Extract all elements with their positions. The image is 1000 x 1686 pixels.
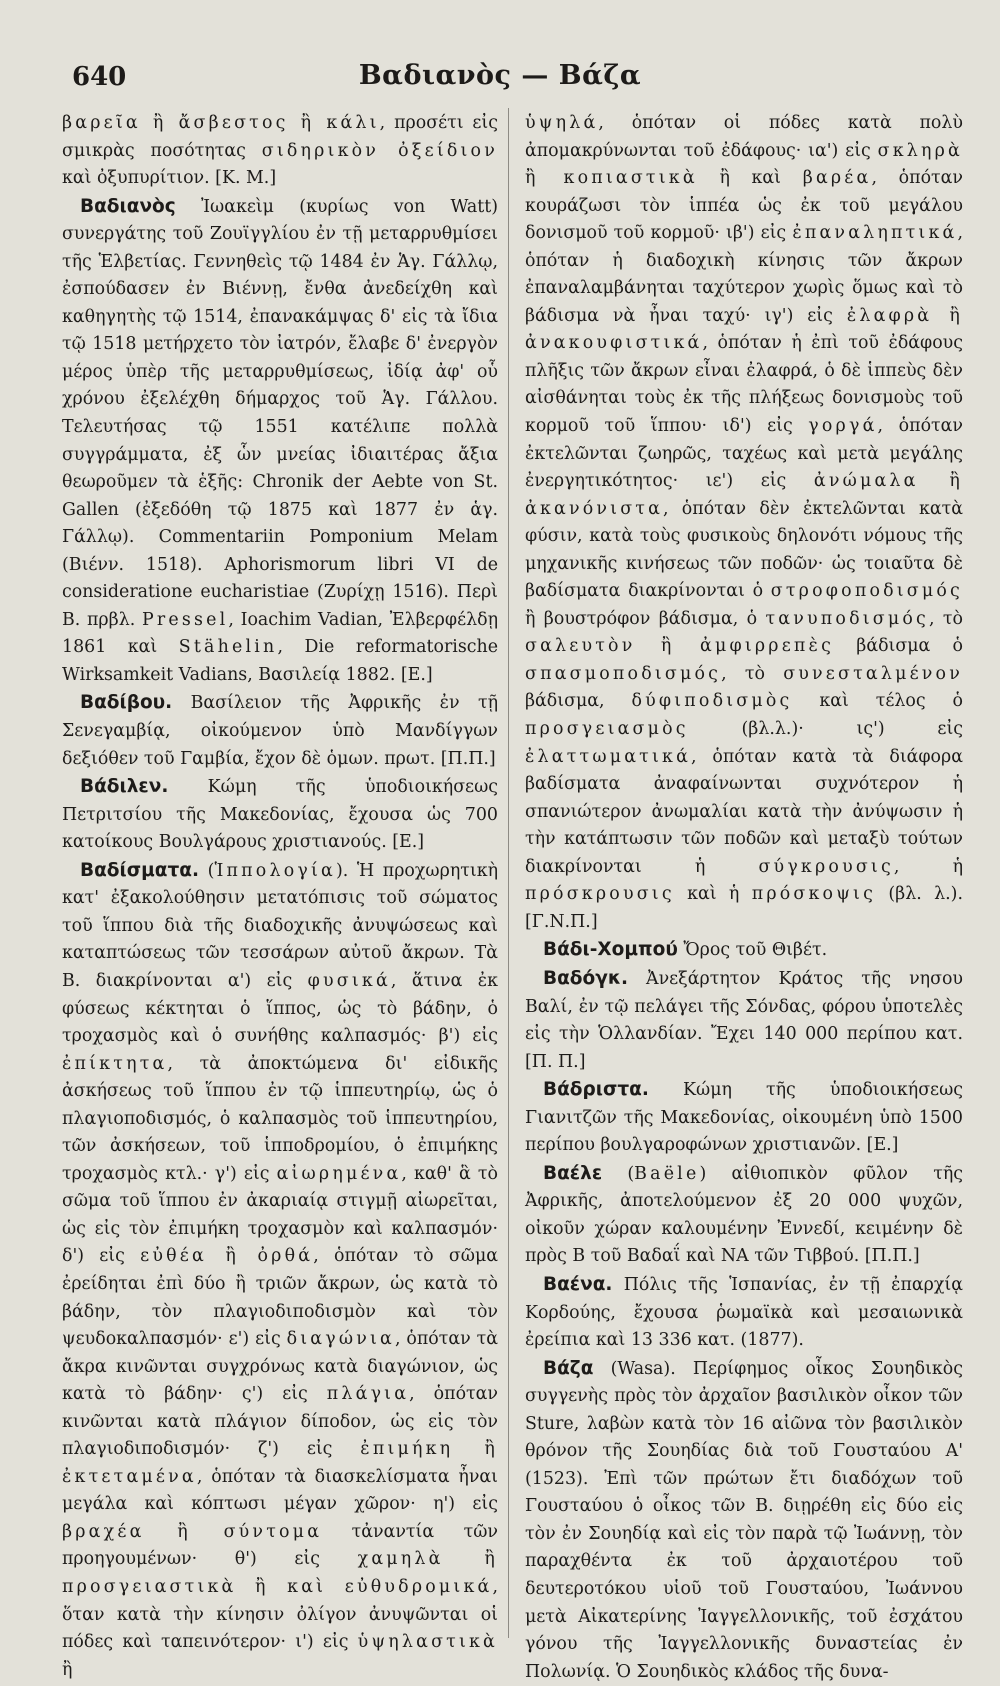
left-column bbox=[62, 110, 498, 1684]
text-run: ). Ἡ προχωρητικὴ κατ' ἐξακολούθησιν μετατόπισις τοῦ σώματος τοῦ ἵππου διὰ τῆς διαδοχικῆς ἀνυψώσεως καὶ καταπτώσεως τῶν τεσσάρων αὐτοῦ ἄκρων. Τὰ Β. διακρίνονται α') εἰς bbox=[62, 860, 498, 991]
text-run: , Die reformatorische Wirksamkeit Vadians, Βασιλείᾳ 1882. [Ε.] bbox=[62, 637, 498, 685]
text-run: , τὸ bbox=[928, 608, 963, 629]
spaced-term: ἀνώμαλα ἢ ἀκανόνιστα bbox=[525, 471, 963, 519]
text-run: , ὁπόταν ἡ διαδοχικὴ κίνησις τῶν ἄκρων ἐπαναλαμβάνηται ταχύτερον χωρὶς ὅμως καὶ τὸ βάδισμα νὰ ἦναι ταχύ· ιγ') εἰς bbox=[525, 223, 963, 326]
spaced-term: σκληρὰ ἢ κοπιαστικὰ bbox=[525, 140, 963, 189]
text-run: (βλ. λ.). [Γ.Ν.Π.] bbox=[525, 884, 963, 932]
text-run: , ὁπόταν κουράζωσι τὸν ἱππέα ὡς ἐκ τοῦ μεγάλου δονισμοῦ τοῦ κορμοῦ· ιβ') εἰς bbox=[525, 168, 963, 244]
text-run: , ὁπόταν δὲν ἐκτελῶνται κατὰ φύσιν, κατὰ τοὺς φυσικοὺς δηλονότι νόμους τῆς μηχανικῆς κινήσεως τῶν ποδῶν· ὡς τοιαῦτα δὲ βαδίσματα διακρίνονται ὁ bbox=[525, 498, 963, 602]
text-run: , ὁπόταν κινῶνται κατὰ πλάγιον δίποδον, ὡς εἰς τὸν πλαγιοδιποδισμόν· ζ') εἰς bbox=[62, 1384, 498, 1460]
text-run: τἀναντία τῶν προηγουμένων· θ') εἰς bbox=[62, 1521, 498, 1570]
running-head: Βαδιανὸς — Βάζα bbox=[358, 60, 642, 91]
spaced-term: βαρέα bbox=[802, 168, 872, 189]
spaced-term: ἐπαναληπτικά bbox=[792, 223, 958, 244]
entry-vaena bbox=[525, 1271, 963, 1355]
text-run: Βασίλειον τῆς Ἀφρικῆς ἐν τῇ Σενεγαμβίᾳ, οἰκούμενον ὑπὸ Μανδίγγων δεξιόθεν τοῦ Γαμβία, ἔχον δὲ ὁμων. πρωτ. [Π.Π.] bbox=[62, 693, 498, 769]
entry-vadianos bbox=[62, 193, 498, 690]
spaced-term: Baële bbox=[634, 1163, 700, 1184]
text-run: (βλ.λ.)· ις') εἰς bbox=[688, 719, 963, 740]
spaced-term: Ἱππολογία bbox=[214, 860, 336, 881]
text-run: ἢ βουστρόφον βάδισμα, ὁ bbox=[525, 608, 766, 629]
text-run: ( bbox=[602, 1163, 635, 1184]
text-run: ) αἰθιοπικὸν φῦλον τῆς Ἀφρικῆς, ἀποτελούμενον ἐξ 20 000 ψυχῶν, οἰκοῦν χώραν καλουμένην Ἐννεδί, κειμένην δὲ πρὸς Β τοῦ Βαδαΐ καὶ ΝΑ τῶν Τιββού. [Π.Π.] bbox=[525, 1163, 963, 1267]
page-number: 640 bbox=[72, 62, 127, 92]
text-run: Ὄρος τοῦ Θιβέτ. bbox=[677, 940, 828, 961]
spaced-term: χαμηλὰ ἢ προσγειαστικὰ ἢ καὶ εὐθυδρομικά bbox=[62, 1549, 498, 1597]
spaced-term: πρόσκρουσις bbox=[525, 884, 675, 905]
spaced-term: Pressel bbox=[141, 609, 229, 630]
text-run: , ὁπόταν ἐκτελῶνται ζωηρῶς, ταχέως καὶ μετὰ μεγάλης ἐνεργητικότητος· ιε') εἰς bbox=[525, 416, 963, 492]
right-column bbox=[525, 110, 963, 1686]
headword: Βαδόγκ. bbox=[543, 967, 629, 989]
text-run: , ὁπόταν ἡ ἐπὶ τοῦ ἐδάφους πλῆξις τῶν ἄκρων εἶναι ἐλαφρά, ὁ δὲ ἱππεὺς δὲν αἰσθάνηται τοὺς ἐκ τῆς πλήξεως δονισμοὺς τοῦ κορμοῦ τοῦ ἵππου· ιδ') εἰς bbox=[525, 333, 963, 437]
spaced-term: φυσικά bbox=[307, 970, 391, 991]
column-divider bbox=[508, 108, 509, 1638]
headword: Βαέλε bbox=[543, 1162, 603, 1184]
entry-vadismata bbox=[62, 857, 498, 1684]
text-run: , ὁπόταν τὰ ἄκρα κινῶνται συγχρόνως κατὰ διαγώνιον, ὡς κατὰ τὸ βάδην· ς') εἰς bbox=[62, 1329, 498, 1405]
text-run: βάδισμα, bbox=[525, 691, 632, 712]
text-run: ἢ καὶ bbox=[697, 168, 803, 189]
entry-vaza bbox=[525, 1355, 963, 1686]
text-run: καὶ τέλος ὁ bbox=[792, 691, 963, 712]
headword: Βάδιλεν. bbox=[80, 776, 169, 798]
headword: Βαένα. bbox=[543, 1273, 613, 1295]
headword: Βαδιανὸς bbox=[80, 195, 176, 217]
spaced-term: σιδηρικὸν ὀξείδιον bbox=[261, 140, 498, 161]
entry-continuation bbox=[62, 110, 498, 193]
text-run: Ἰωακεὶμ (κυρίως von Watt) συνεργάτης τοῦ Ζουϊγγλίου ἐν τῇ μεταρρυθμίσει τῆς Ἑλβετίας. Γεννηθεὶς τῷ 1484 ἐν Ἁγ. Γάλλῳ, ἐσπούδασεν ἐν Βιέννῃ, ἔνθα ἀνεδείχθη καὶ καθηγητὴς τῷ 1514, ἐπανακάμψας δ' εἰς τὰ ἴδια τῷ 1518 μετήρχετο τὸν ἰατρόν, ἔλαβε δ' ἐνεργὸν μέρος ὑπὲρ τῆς μεταρρυθμίσεως, ἰδίᾳ ἀφ' οὗ χρόνου ἐξελέχθη δήμαρχος τοῦ Ἁγ. Γάλλου. Τελευτήσας τῷ 1551 κατέλιπε πολλὰ συγγράμματα, ἐξ ὧν μνείας ἰδιαιτέρας ἄξια θεωροῦμεν τὰ ἑξῆς: Chronik der Aebte von St. Gallen (ἐξεδόθη τῷ 1875 καὶ 1877 ἐν ἁγ. Γάλλῳ). Commentariin Pomponium Melam (Βιένν. 1518). Aphorismorum libri VI de consideratione eucharistiae (Ζυρίχῃ 1516). Περὶ Β. πρβλ. bbox=[62, 196, 498, 630]
spaced-term: σπασμοποδισμός bbox=[525, 663, 722, 684]
text-run: , τὸ bbox=[721, 663, 784, 684]
entry-continuation-right bbox=[525, 110, 963, 936]
text-run: , προσέτι εἰς σμικρὰς ποσότητας bbox=[62, 113, 498, 161]
text-run: , τὰ ἀποκτώμενα δι' εἰδικῆς ἀσκήσεως τοῦ ἵππου ἐν τῷ ἱππευτηρίῳ, ὡς ὁ πλαγιοποδισμός, ὁ καλπασμὸς τοῦ ἱππευτηρίου, τῶν ἀσκήσεων, τοῦ ἱπποδρομίου, ὁ ἐπιμήκης τροχασμὸς κτλ.· γ') εἰς bbox=[62, 1053, 498, 1184]
text-run: (Wasa). Περίφημος οἶκος Σουηδικὸς συγγενὴς πρὸς τὸν ἀρχαῖον βασιλικὸν οἶκον τῶν Sture, λαβὼν κατὰ τὸν 16 αἰῶνα τὸν βασιλικὸν θρόνον τῆς Σουηδίας διὰ τοῦ Γουσταύου Α' (1523). Ἐπὶ τῶν πρώτων ἔτι διαδόχων τοῦ Γουσταύου ὁ οἶκος τῶν Β. διῃρέθη εἰς δύο εἰς τὸν ἐν Σουηδίᾳ καὶ εἰς τὸν παρὰ τῷ Ἰωάννῃ, τὸν παραχθέντα ἐκ τοῦ ἀρχαιοτέρου τοῦ δευτεροτόκου υἱοῦ τοῦ Γουσταύου, Ἰωάννου μετὰ Αἰκατερίνης Ἰαγγελλονικῆς, τοῦ ἐσχάτου γόνου τῆς Ἰαγγελλονικῆς δυναστείας ἐν Πολωνίᾳ. Ὁ Σουηδικὸς κλάδος τῆς δυνα- bbox=[525, 1358, 963, 1682]
spaced-term: ἐλαττωματικά bbox=[525, 746, 692, 767]
entry-vadogk bbox=[525, 965, 963, 1076]
spaced-term: Stähelin bbox=[178, 637, 278, 658]
entry-vadivou bbox=[62, 689, 498, 773]
spaced-term: ὑψηλά bbox=[525, 113, 599, 133]
text-run: , καθ' ἃ τὸ σῶμα τοῦ ἵππου ἐν ἀκαριαίᾳ στιγμῇ αἰωρεῖται, ὡς εἰς τὸν ἐπιμήκη τροχασμὸν καὶ καλπασμόν· δ') εἰς bbox=[62, 1163, 499, 1267]
entry-vadrista bbox=[525, 1076, 963, 1160]
spaced-term: συνεσταλμένον bbox=[783, 663, 963, 684]
spaced-term: γοργά bbox=[808, 416, 878, 437]
spaced-term: ἐπιμήκη ἢ ἐκτεταμένα bbox=[62, 1439, 498, 1487]
text-run: βάδισμα ὁ bbox=[834, 636, 963, 657]
text-run: , ὅταν κατὰ τὴν κίνησιν ὀλίγον ἀνυψῶνται οἱ πόδες καὶ ταπεινότερον· ι') εἰς bbox=[62, 1576, 498, 1653]
spaced-term: βαρεῖα ἢ ἄσβεστος ἢ κάλι bbox=[62, 113, 380, 133]
spaced-term: διαγώνια bbox=[286, 1329, 395, 1350]
text-run: Κώμη τῆς ὑποδιοικήσεως Πετριτσίου τῆς Μακεδονίας, ἔχουσα ὡς 700 κατοίκους Βουλγάρους χριστιανούς. [Ε.] bbox=[62, 777, 498, 853]
entry-vadi-chompou bbox=[525, 936, 963, 965]
text-run: , Ioachim Vadian, Ἐλβερφέλδῃ 1861 καὶ bbox=[62, 609, 498, 658]
entry-vadilen bbox=[62, 773, 498, 857]
text-run: , ὁπόταν κατὰ τὰ διάφορα βαδίσματα ἀναφαίνωνται συχνότερον ἡ σπανιώτερον ἀνωμαλίαι κατὰ τὴν ἀνύψωσιν ἡ τὴν κατάπτωσιν τῶν ποδῶν καὶ μεταξὺ τούτων διακρίνονται ἡ bbox=[525, 746, 963, 877]
headword: Βαδίβου. bbox=[80, 692, 173, 714]
spaced-term: δύφιποδισμὸς bbox=[631, 691, 793, 712]
text-run: Ἀνεξάρτητον Κράτος τῆς νησου Βαλί, ἐν τῷ πελάγει τῆς Σόνδας, φόρου ὑποτελὲς εἰς τὴν Ὁλλανδίαν. Ἔχει 140 000 περίπου κατ. [Π. Π.] bbox=[525, 968, 963, 1072]
spaced-term: προσγειασμὸς bbox=[525, 719, 689, 740]
text-run: ( bbox=[199, 860, 215, 881]
spaced-term: πλάγια bbox=[326, 1384, 410, 1405]
text-run: , ὁπόταν τὸ σῶμα ἐρείδηται ἐπὶ δύο ἢ τριῶν ἄκρων, ὡς κατὰ τὸ βάδην, τὸν πλαγιοδιποδισμὸν καὶ τὸν ψευδοκαλπασμόν· ε') εἰς bbox=[62, 1246, 498, 1350]
spaced-term: στροφοποδισμός bbox=[770, 581, 963, 602]
text-run: καὶ ἡ bbox=[674, 884, 752, 905]
spaced-term: εὐθέα ἢ ὀρθά bbox=[140, 1246, 314, 1267]
headword: Βαδίσματα. bbox=[80, 859, 200, 881]
entry-vaele bbox=[525, 1160, 963, 1271]
spaced-term: σύγκρουσις bbox=[758, 856, 894, 877]
spaced-term: ἐπίκτητα bbox=[62, 1053, 168, 1074]
spaced-term: σαλευτὸν ἢ ἀμφιρρεπὲς bbox=[525, 636, 835, 657]
text-run: , ἡ bbox=[893, 856, 963, 877]
spaced-term: ὑψηλαστικὰ ἢ bbox=[62, 1632, 498, 1680]
text-run: Πόλις τῆς Ἱσπανίας, ἐν τῇ ἐπαρχίᾳ Κορδούης, ἔχουσα ῥωμαϊκὰ καὶ μεσαιωνικὰ ἐρείπια καὶ 13 336 κατ. (1877). bbox=[525, 1274, 963, 1351]
spaced-term: ἐλαφρὰ ἢ ἀνακουφιστικά bbox=[525, 305, 964, 354]
spaced-term: πρόσκοψις bbox=[751, 884, 877, 905]
headword: Βάδι-Χομπού bbox=[543, 939, 678, 961]
spaced-term: βραχέα ἢ σύντομα bbox=[62, 1521, 323, 1542]
headword: Βάδριστα. bbox=[543, 1079, 649, 1101]
spaced-term: αἰωρημένα bbox=[276, 1163, 402, 1184]
spaced-term: τανυποδισμός bbox=[765, 608, 929, 629]
text-run: , ἅτινα ἐκ φύσεως κέκτηται ὁ ἵππος, ὡς τὸ βάδην, ὁ τροχασμὸς καὶ ὁ συνήθης καλπασμός· β') εἰς bbox=[62, 970, 498, 1047]
text-run: , ὁπόταν οἱ πόδες κατὰ πολὺ ἀπομακρύνωνται τοῦ ἐδάφους· ια') εἰς bbox=[525, 113, 963, 161]
headword: Βάζα bbox=[543, 1357, 594, 1379]
text-run: καὶ ὀξυπυρίτιον. [Κ. Μ.] bbox=[62, 168, 277, 189]
text-run: Κώμη τῆς ὑποδιοικήσεως Γιανιτζῶν τῆς Μακεδονίας, οἰκουμένη ὑπὸ 1500 περίπου βουλγαροφώνων χριστιανῶν. [Ε.] bbox=[525, 1080, 963, 1156]
text-run: , ὁπόταν τὰ διασκελίσματα ἦναι μεγάλα καὶ κόπτωσι μέγαν χῶρον· η') εἰς bbox=[62, 1466, 498, 1515]
